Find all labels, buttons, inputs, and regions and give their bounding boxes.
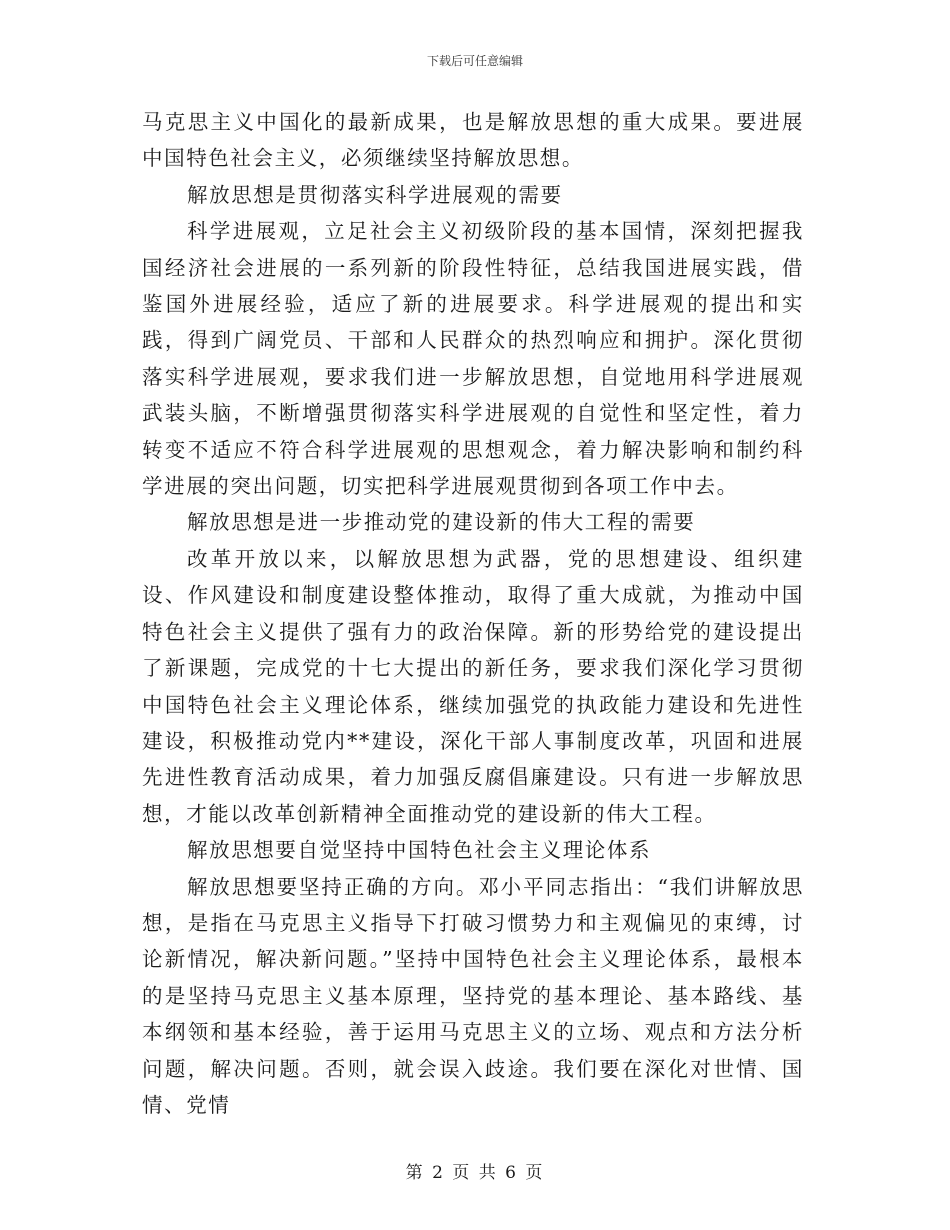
document-body (142, 104, 804, 1123)
paragraph: 马克思主义中国化的最新成果，也是解放思想的重大成果。要进展中国特色社会主义，必须继续坚持解放思想。 (142, 110, 804, 171)
paragraph: 改革开放以来，以解放思想为武器，党的思想建设、组织建设、作风建设和制度建设整体推动，取得了重大成就，为推动中国特色社会主义提供了强有力的政治保障。新的形势给党的建设提出了新课题，完成党的十七大提出的新任务，要求我们深化学习贯彻中国特色社会主义理论体系，继续加强党的执政能力建设和先进性建设，积极推动党内**建设，深化干部人事制度改革，巩固和进展先进性教育活动成果，着力加强反腐倡廉建设。只有进一步解放思想，才能以改革创新精神全面推动党的建设新的伟大工程。 (142, 546, 804, 826)
section-heading: 解放思想要自觉坚持中国特色社会主义理论体系 (187, 838, 652, 863)
page-number-footer: 第 2 页 共 6 页 (405, 1163, 545, 1183)
page-header: 下载后可任意编辑 (426, 54, 523, 68)
paragraph: 解放思想要坚持正确的方向。邓小平同志指出：“我们讲解放思想，是指在马克思主义指导下打破习惯势力和主观偏见的束缚，讨论新情况，解决新问题。”坚持中国特色社会主义理论体系，最根本的是坚持马克思主义基本原理，坚持党的基本理论、基本路线、基本纲领和基本经验，善于运用马克思主义的立场、观点和方法分析问题，解决问题。否则，就会误入歧途。我们要在深化对世情、国情、党情 (142, 874, 804, 1117)
section-heading: 解放思想是进一步推动党的建设新的伟大工程的需要 (187, 510, 696, 535)
paragraph: 科学进展观，立足社会主义初级阶段的基本国情，深刻把握我国经济社会进展的一系列新的阶段性特征，总结我国进展实践，借鉴国外进展经验，适应了新的进展要求。科学进展观的提出和实践，得到广阔党员、干部和人民群众的热烈响应和拥护。深化贯彻落实科学进展观，要求我们进一步解放思想，自觉地用科学进展观武装头脑，不断增强贯彻落实科学进展观的自觉性和坚定性，着力转变不适应不符合科学进展观的思想观念，着力解决影响和制约科学进展的突出问题，切实把科学进展观贯彻到各项工作中去。 (142, 219, 804, 499)
section-heading: 解放思想是贯彻落实科学进展观的需要 (187, 182, 563, 207)
